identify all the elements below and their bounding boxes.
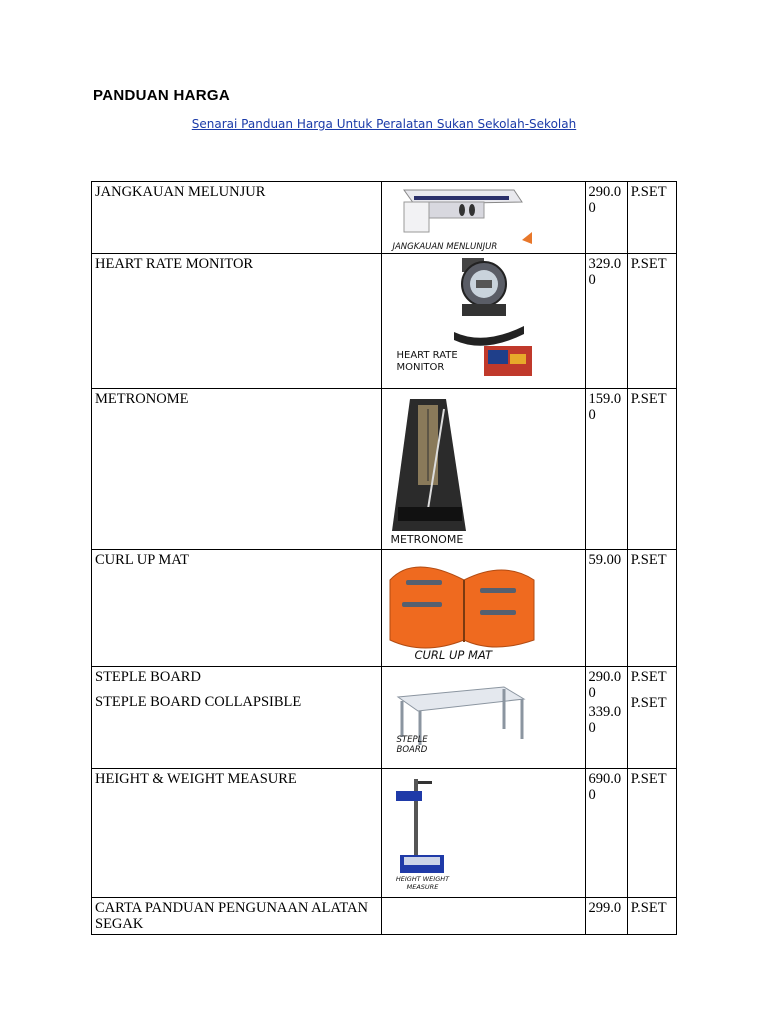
price-table xyxy=(91,181,677,935)
item-name-cell xyxy=(92,254,382,389)
item-unit: P.SET xyxy=(630,256,667,272)
item-image-cell xyxy=(382,550,585,667)
item-image-cell xyxy=(382,667,585,769)
item-price-cell xyxy=(585,550,627,667)
item-price-cell xyxy=(585,769,627,898)
table-row xyxy=(92,254,677,389)
item-price-cell xyxy=(585,667,627,769)
table-row xyxy=(92,389,677,550)
document-heading: PANDUAN HARGA xyxy=(93,87,230,104)
image-caption: HEIGHT WEIGHT MEASURE xyxy=(395,875,450,891)
item-image-cell xyxy=(382,769,585,898)
item-unit-cell xyxy=(627,182,676,254)
item-image-cell xyxy=(382,254,585,389)
item-name-cell xyxy=(92,769,382,898)
item-unit: P.SET xyxy=(630,669,667,685)
item-name: METRONOME xyxy=(95,391,189,407)
item-price-cell xyxy=(585,898,627,935)
item-unit: P.SET xyxy=(630,771,667,787)
item-image-cell xyxy=(382,182,585,254)
item-name: JANGKAUAN MELUNJUR xyxy=(95,184,266,200)
item-name: CURL UP MAT xyxy=(95,552,189,568)
image-caption: METRONOME xyxy=(390,533,464,546)
subtitle-link[interactable]: Senarai Panduan Harga Untuk Peralatan Sukan Sekolah-Sekolah xyxy=(191,117,577,131)
height-weight-scale-icon xyxy=(384,769,458,896)
item-unit-cell xyxy=(627,389,676,550)
item-unit-cell xyxy=(627,898,676,935)
item-name: HEIGHT & WEIGHT MEASURE xyxy=(95,771,297,787)
image-caption: CURL UP MAT xyxy=(414,648,492,662)
bench-icon xyxy=(384,667,532,767)
item-name-cell xyxy=(92,182,382,254)
item-unit: P.SET xyxy=(630,695,667,711)
item-price: 339.00 xyxy=(588,704,622,736)
table-row xyxy=(92,182,677,254)
sit-and-reach-box-icon xyxy=(384,182,532,252)
item-image-cell xyxy=(382,389,585,550)
item-price: 329.00 xyxy=(588,256,622,288)
item-name: STEPLE BOARD COLLAPSIBLE xyxy=(95,694,302,710)
item-price: 59.00 xyxy=(588,552,622,568)
item-unit: P.SET xyxy=(630,391,667,407)
curl-up-mat-icon xyxy=(384,550,546,665)
item-price: 299.0 xyxy=(588,900,622,916)
table-row xyxy=(92,898,677,935)
item-unit-cell xyxy=(627,550,676,667)
metronome-icon xyxy=(384,389,480,548)
item-unit-cell xyxy=(627,254,676,389)
item-image-cell xyxy=(382,898,585,935)
image-caption: STEPLE BOARD xyxy=(396,735,428,755)
item-price: 159.00 xyxy=(588,391,622,423)
item-price-cell xyxy=(585,389,627,550)
item-unit-cell xyxy=(627,769,676,898)
item-price-cell xyxy=(585,182,627,254)
item-price: 690.00 xyxy=(588,771,622,803)
item-name: HEART RATE MONITOR xyxy=(95,256,254,272)
table-row xyxy=(92,550,677,667)
image-caption: HEART RATE MONITOR xyxy=(396,350,458,373)
item-price: 290.00 xyxy=(588,184,622,216)
item-unit: P.SET xyxy=(630,900,667,916)
image-caption: JANGKAUAN MENLUNJUR xyxy=(392,242,498,252)
item-name-cell xyxy=(92,667,382,769)
item-unit-cell xyxy=(627,667,676,769)
item-name-cell xyxy=(92,550,382,667)
item-name: CARTA PANDUAN PENGUNAAN ALATAN SEGAK xyxy=(95,900,369,932)
item-name: STEPLE BOARD xyxy=(95,669,201,685)
item-unit: P.SET xyxy=(630,552,667,568)
item-name-cell xyxy=(92,389,382,550)
item-price: 290.00 xyxy=(588,669,622,701)
item-name-cell xyxy=(92,898,382,935)
table-row xyxy=(92,667,677,769)
item-price-cell xyxy=(585,254,627,389)
table-row xyxy=(92,769,677,898)
heart-rate-watch-icon xyxy=(384,254,544,387)
item-unit: P.SET xyxy=(630,184,667,200)
